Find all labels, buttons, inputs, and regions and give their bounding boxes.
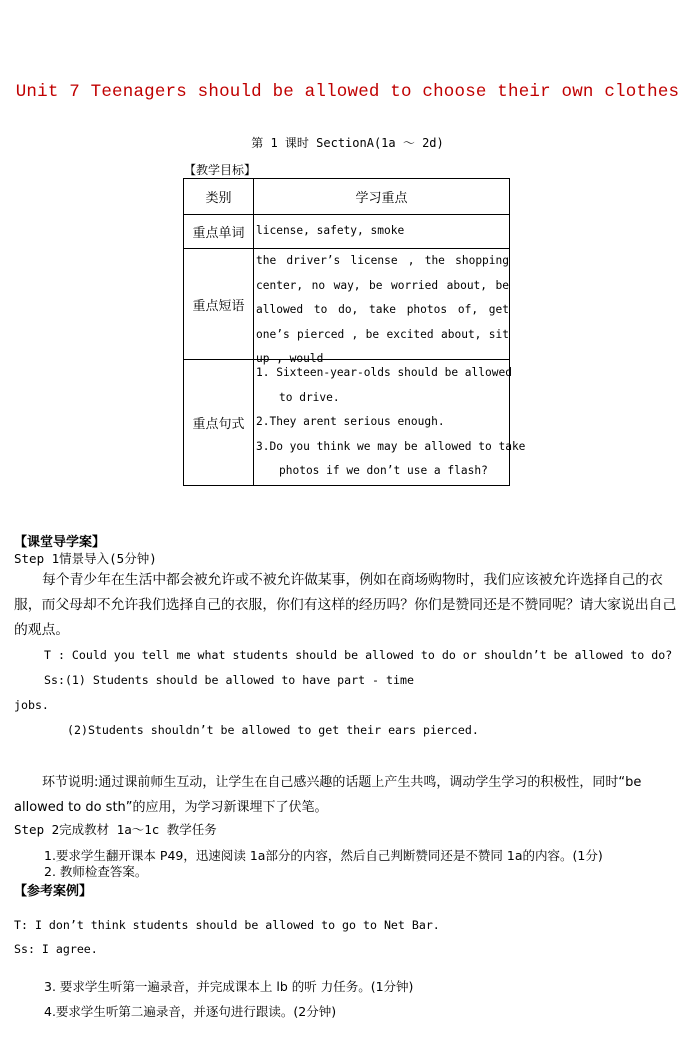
table-row: [184, 360, 510, 486]
step1-paragraph: 每个青少年在生活中都会被允许或不被允许做某事，例如在商场购物时，我们应该被允许选择自己的衣服，而父母却不允许我们选择自己的衣服，你们有这样的经历吗？你们是赞同还是不赞同呢？请大家说出自己的观点。: [14, 572, 677, 638]
reference-students: Ss: I agree.: [14, 942, 98, 956]
sentence-line: to drive.: [279, 390, 340, 404]
sentence-line: photos if we don’t use a flash?: [279, 464, 488, 478]
step2-title: Step 2完成教材 1a～1c 教学任务: [14, 822, 217, 837]
students-answer-1-cont: jobs.: [14, 698, 49, 712]
table-header-row: [184, 179, 510, 215]
row-content-words: [254, 215, 510, 249]
page-title: Unit 7 Teenagers should be allowed to choose their own clothes: [15, 82, 680, 102]
table-row: [184, 215, 510, 249]
teacher-question: T : Could you tell me what students should be allowed to do or shouldn’t be allowed to do?: [44, 648, 673, 662]
row-content-sentences: [254, 360, 526, 486]
step2-item-2: 2. 教师检查答案。: [44, 864, 148, 879]
step2-item-1: 1.要求学生翻开课本 P49，迅速阅读 1a部分的内容，然后自己判断赞同还是不赞同 1a的内容。(1分): [44, 848, 603, 863]
goals-table: [183, 178, 526, 486]
row-label-phrases: 重点短语: [184, 249, 254, 360]
table-row: [184, 249, 510, 360]
step2-item-4: 4.要求学生听第二遍录音，并逐句进行跟读。(2分钟): [44, 1004, 337, 1019]
reference-heading: 【参考案例】: [14, 884, 93, 899]
header-category: 类别: [184, 179, 254, 215]
sentence-line: 1. Sixteen-year-olds should be allowed: [256, 366, 512, 380]
phrases-text: the driver’s license , the shopping center, no way, be worried about, be allowed to do, take photos of, get one’s pierced , be excited about, sit up , would: [256, 254, 509, 365]
step2-item-3: 3. 要求学生听第一遍录音，并完成课本上 lb 的听 力任务。(1分钟): [44, 979, 414, 994]
students-answer-2: (2)Students shouldn’t be allowed to get their ears pierced.: [67, 723, 479, 737]
sentence-line: 3.Do you think we may be allowed to take: [256, 439, 526, 453]
guide-heading: 【课堂导学案】: [14, 535, 106, 550]
row-label-words: 重点单词: [184, 215, 254, 249]
header-focus: 学习重点: [254, 179, 510, 215]
reference-teacher: T: I don’t think students should be allowed to go to Net Bar.: [14, 918, 440, 932]
sentence-line: 2.They arent serious enough.: [256, 415, 445, 429]
goals-heading: 【教学目标】: [184, 163, 257, 177]
lesson-subtitle: 第 1 课时 SectionA(1a ～ 2d): [251, 136, 444, 150]
students-answer-1: Ss:(1) Students should be allowed to have part - time: [44, 673, 414, 687]
step1-note: 环节说明:通过课前师生互动，让学生在自己感兴趣的话题上产生共鸣，调动学生学习的积极性，同时“be allowed to do sth”的应用，为学习新课埋下了伏笔。: [14, 775, 642, 815]
row-label-sentences: 重点句式: [184, 360, 254, 486]
row-content-phrases: [254, 249, 510, 365]
step1-title: Step 1情景导入(5分钟): [14, 551, 157, 566]
words-text: license, safety, smoke: [256, 224, 405, 238]
